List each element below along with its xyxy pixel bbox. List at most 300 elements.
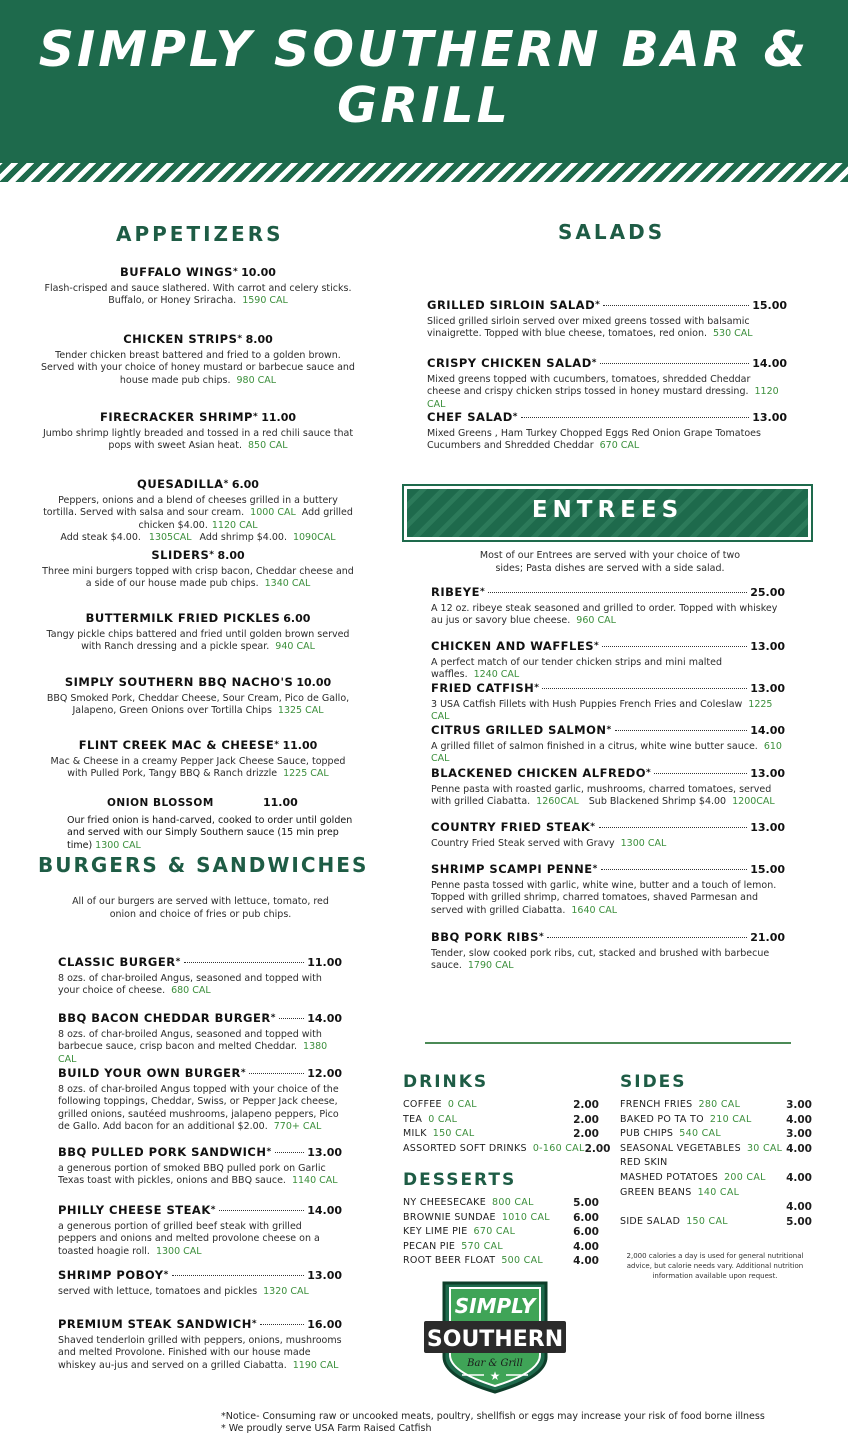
item-name: CITRUS GRILLED SALMON (431, 723, 607, 737)
item-calories: 1225 CAL (431, 698, 773, 722)
appetizer-item (40, 549, 356, 591)
salad-item (427, 299, 787, 341)
dotted-leader (260, 1324, 304, 1325)
entree-item (431, 767, 785, 809)
item-header (40, 739, 356, 754)
item-description: served with lettuce, tomatoes and pickles (58, 1285, 258, 1297)
item-price: 5.00 (786, 1215, 812, 1228)
item-name: BLACKENED CHICKEN ALFREDO (431, 766, 647, 780)
item-calories: 1590 CAL (242, 295, 288, 306)
salad-item (427, 411, 787, 453)
item-star: * (223, 479, 229, 489)
item-label (403, 1240, 503, 1255)
item-star: * (606, 725, 612, 735)
drinks-heading: DRINKS (403, 1072, 489, 1092)
item-price: 11.00 (263, 796, 298, 809)
item-description-block (431, 948, 785, 973)
item-description: Country Fried Steak served with Gravy (431, 837, 615, 849)
dotted-leader (275, 1152, 304, 1153)
item-star: * (595, 300, 601, 310)
item-name: PREMIUM STEAK SANDWICH (58, 1317, 252, 1331)
item-description-block (58, 1335, 342, 1373)
item-description: Mac & Cheese in a creamy Pepper Jack Cheese Sauce, topped with Pulled Pork, Tangy BBQ & Ranch drizzle (50, 755, 346, 779)
item-description-block (58, 1029, 342, 1067)
item-addon: Sub Blackened Shrimp $4.00 (588, 796, 727, 807)
item-name: NY CHEESECAKE (403, 1197, 487, 1208)
item-name: FRIED CATFISH (431, 681, 535, 695)
item-calories: 1340 CAL (264, 578, 311, 589)
appetizer-item (40, 411, 356, 453)
item-description: Our fried onion is hand-carved, cooked to order until golden and served with our Simply Southern sauce (15 min prep time) (67, 814, 353, 851)
item-description-block (427, 316, 787, 341)
item-description-block (431, 603, 785, 628)
entree-item (431, 724, 785, 766)
item-header (58, 1269, 342, 1283)
item-header (58, 1146, 342, 1160)
item-label (403, 1142, 585, 1157)
item-addon-calories: 1090CAL (292, 532, 336, 543)
item-name: CHEF SALAD (427, 410, 513, 424)
item-header (431, 724, 785, 738)
item-star: * (592, 864, 598, 874)
dotted-leader (279, 1018, 304, 1019)
drinks-list (403, 1098, 611, 1156)
item-price: 11.00 (282, 739, 318, 752)
item-description-block (58, 1286, 342, 1299)
item-header (431, 931, 785, 945)
item-description: Three mini burgers topped with crisp bacon, Cheddar cheese and a side of our house made pub chips. (42, 565, 354, 589)
item-price: 15.00 (750, 863, 785, 876)
entree-item (431, 640, 785, 682)
item-price: 6.00 (231, 478, 259, 491)
item-price: 12.00 (307, 1067, 342, 1080)
calorie-note: 2,000 calories a day is used for general nutritional advice, but calorie needs vary. Additional nutrition information available upon request. (626, 1252, 804, 1280)
item-label (620, 1127, 721, 1142)
item-description: Tangy pickle chips battered and fried until golden brown served with Ranch dressing and a pickle spear. (46, 628, 350, 652)
dotted-leader (602, 646, 747, 647)
item-calories: 960 CAL (576, 615, 616, 626)
item-name: CHICKEN STRIPS (123, 332, 238, 346)
item-calories: 0 CAL (428, 1113, 458, 1125)
item-price: 11.00 (261, 411, 297, 424)
side-row (620, 1098, 812, 1113)
header-stripe-divider (0, 163, 848, 182)
item-name: KEY LIME PIE (403, 1226, 468, 1238)
logo-text-southern: SOUTHERN (426, 1327, 564, 1352)
item-name: RED SKIN (620, 1157, 668, 1169)
item-price: 6.00 (283, 612, 311, 625)
item-description: Mixed Greens , Ham Turkey Chopped Eggs Red Onion Grape Tomatoes Cucumbers and Shredded Cheddar (427, 427, 761, 451)
dotted-leader (542, 688, 747, 689)
item-price: 13.00 (307, 1146, 342, 1159)
item-star: * (591, 358, 597, 368)
item-label (620, 1186, 739, 1201)
item-star: * (534, 683, 540, 693)
item-price: 5.00 (573, 1197, 599, 1209)
item-header (58, 1204, 342, 1218)
item-star: * (590, 822, 596, 832)
item-calories: 940 CAL (275, 641, 315, 652)
sides-heading: SIDES (620, 1072, 687, 1092)
item-label (620, 1215, 728, 1230)
burger-item (58, 1204, 342, 1258)
item-description: Jumbo shrimp lightly breaded and tossed in a red chili sauce that pops with sweet Asian heat. (42, 427, 354, 451)
item-description: 8 ozs. of char-broiled Angus, seasoned and topped with barbecue sauce, crisp bacon and melted Cheddar. (58, 1028, 322, 1052)
item-price: 8.00 (217, 549, 245, 562)
item-description: Flash-crisped and sauce slathered. With carrot and celery sticks. Buffalo, or Honey Sriracha. (44, 282, 352, 306)
item-star: * (232, 267, 239, 277)
item-description-block (431, 880, 785, 918)
item-name: BBQ BACON CHEDDAR BURGER (58, 1011, 271, 1025)
item-description-block (40, 283, 356, 308)
item-header (40, 612, 356, 627)
item-name: BUTTERMILK FRIED PICKLES (85, 611, 281, 625)
item-price: 13.00 (750, 682, 785, 695)
item-name: PUB CHIPS (620, 1128, 674, 1140)
item-label (403, 1225, 515, 1240)
item-name: FIRECRACKER SHRIMP (99, 410, 253, 424)
item-calories: 200 CAL (724, 1171, 766, 1183)
item-name: BBQ PORK RIBS (431, 930, 539, 944)
item-calories: 670 CAL (599, 440, 640, 451)
item-star: * (594, 641, 600, 651)
dotted-leader (654, 773, 747, 774)
item-header (40, 478, 356, 493)
item-price: 4.00 (573, 1240, 599, 1253)
dotted-leader (521, 417, 749, 418)
item-header (58, 956, 342, 970)
item-header (431, 821, 785, 835)
item-star: * (240, 1068, 247, 1078)
dotted-leader (603, 305, 749, 306)
item-price: 11.00 (307, 956, 342, 969)
item-addon: Add steak $4.00. (60, 532, 141, 543)
item-description-block (40, 495, 356, 545)
item-calories: 1225 CAL (283, 768, 329, 779)
item-name: MASHED POTATOES (620, 1171, 719, 1183)
item-calories: 1640 CAL (571, 904, 618, 916)
item-price: 14.00 (307, 1012, 342, 1025)
item-header (431, 586, 785, 600)
item-description-block (431, 784, 785, 809)
item-label (620, 1113, 752, 1128)
item-description-block (58, 973, 342, 998)
item-description: BBQ Smoked Pork, Cheddar Cheese, Sour Cream, Pico de Gallo, Jalapeno, Green Onions over Tortilla Chips (46, 692, 350, 716)
item-name: MILK (403, 1128, 427, 1140)
item-price: 4.00 (786, 1171, 812, 1184)
item-price: 4.00 (786, 1142, 812, 1155)
item-calories: 610 CAL (431, 740, 782, 764)
item-description-block (40, 693, 356, 718)
item-calories: 850 CAL (247, 440, 288, 451)
desserts-list (403, 1196, 599, 1269)
item-price: 10.00 (241, 266, 276, 279)
item-addon-calories: 1200CAL (732, 796, 775, 807)
footer-notice (221, 1411, 765, 1435)
item-label (403, 1113, 457, 1128)
dessert-row (403, 1240, 599, 1255)
item-label (620, 1171, 766, 1186)
dotted-leader (219, 1210, 304, 1211)
item-label (403, 1098, 477, 1113)
item-name: BAKED PO TA TO (620, 1113, 704, 1125)
item-header (58, 1067, 342, 1081)
header-banner (0, 0, 848, 163)
side-row (620, 1156, 812, 1171)
item-price: 2.00 (573, 1113, 599, 1126)
item-description: Penne pasta tossed with garlic, white wine, butter and a touch of lemon. Topped with grilled shrimp, charred tomatoes, shaved Parmesan and served with grilled Ciabatta. (431, 879, 777, 916)
dotted-leader (547, 937, 747, 938)
item-description: Peppers, onions and a blend of cheeses grilled in a buttery tortilla. Served with salsa and sour cream. (43, 494, 338, 518)
item-calories: 1300 CAL (620, 837, 667, 849)
item-star: * (210, 1205, 216, 1215)
drink-row (403, 1142, 611, 1157)
item-calories: 30 CAL (746, 1142, 783, 1154)
item-price: 6.00 (573, 1211, 599, 1224)
entree-item (431, 821, 785, 850)
item-name: PHILLY CHEESE STEAK (58, 1203, 211, 1217)
item-price: 8.00 (245, 333, 273, 346)
item-star: * (266, 1147, 272, 1157)
dessert-row (403, 1196, 599, 1211)
item-description: A 12 oz. ribeye steak seasoned and grilled to order. Topped with whiskey au jus or savory blue cheese. (431, 602, 778, 626)
item-price: 16.00 (307, 1318, 342, 1331)
item-star: * (163, 1270, 169, 1280)
side-row (620, 1200, 812, 1215)
item-name: SIDE SALAD (620, 1215, 681, 1227)
item-calories: 150 CAL (432, 1128, 475, 1140)
appetizer-item (40, 612, 356, 654)
item-calories: 540 CAL (679, 1128, 721, 1140)
item-description-block (40, 566, 356, 591)
item-description-block (40, 629, 356, 654)
footer-line-2: * We proudly serve USA Farm Raised Catfish (221, 1423, 432, 1434)
item-calories: 980 CAL (236, 374, 277, 386)
item-price: 3.00 (786, 1099, 812, 1111)
item-addon-calories: 1305CAL (148, 532, 192, 543)
item-calories: 1320 CAL (263, 1285, 309, 1297)
burger-item (58, 1067, 342, 1134)
appetizer-item (40, 739, 356, 781)
burger-item (58, 1269, 342, 1298)
onion-blossom-item (58, 797, 368, 852)
dotted-leader (172, 1275, 304, 1276)
item-star: * (646, 768, 652, 778)
item-star: * (270, 1013, 276, 1023)
item-description-block (431, 699, 785, 724)
item-calories: 500 CAL (501, 1255, 544, 1267)
dessert-row (403, 1254, 599, 1269)
burger-item (58, 1146, 342, 1188)
drink-row (403, 1098, 599, 1113)
item-calories: 210 CAL (709, 1113, 752, 1125)
item-calories: 1300 CAL (155, 1245, 202, 1257)
footer-line-1: *Notice- Consuming raw or uncooked meats, poultry, shellfish or eggs may increase your risk of food borne illness (221, 1411, 765, 1422)
salads-heading: SALADS (558, 220, 666, 244)
item-name: PECAN PIE (403, 1240, 456, 1252)
item-description-block (40, 350, 356, 388)
item-header (431, 863, 785, 877)
item-price: 13.00 (750, 640, 785, 653)
item-price: 14.00 (750, 724, 785, 737)
item-calories: 1140 CAL (291, 1175, 338, 1186)
item-header (427, 357, 787, 371)
dotted-leader (184, 962, 304, 963)
item-header (431, 640, 785, 654)
entree-item (431, 586, 785, 628)
item-star: * (479, 587, 486, 597)
item-price: 13.00 (307, 1269, 342, 1282)
item-name: BROWNIE SUNDAE (403, 1211, 496, 1223)
item-calories: 0 CAL (447, 1099, 477, 1110)
item-name: ONION BLOSSOM (107, 797, 214, 809)
item-label (403, 1196, 534, 1211)
appetizer-item (40, 333, 356, 387)
item-header (40, 333, 356, 348)
item-price: 15.00 (752, 299, 787, 312)
appetizer-item (40, 266, 356, 308)
item-name: TEA (403, 1113, 423, 1125)
dessert-row (403, 1211, 599, 1226)
item-addon: Add shrimp $4.00. (199, 532, 287, 543)
item-name: ASSORTED SOFT DRINKS (403, 1142, 527, 1154)
item-description: 8 ozs. of char-broiled Angus, seasoned and topped with your choice of cheese. (58, 972, 322, 996)
side-row (620, 1171, 812, 1186)
item-name: GRILLED SIRLOIN SALAD (427, 298, 596, 312)
item-calories: 1790 CAL (467, 960, 514, 971)
item-star: * (175, 957, 181, 967)
item-name: SEASONAL VEGETABLES (620, 1142, 741, 1154)
item-price: 4.00 (786, 1201, 812, 1214)
item-description-block (431, 838, 785, 851)
dotted-leader (249, 1073, 304, 1074)
item-calories: 670 CAL (473, 1226, 516, 1238)
item-name: COFFEE (403, 1099, 442, 1110)
item-label (620, 1156, 674, 1171)
item-calories: 1260CAL (536, 796, 579, 807)
drink-row (403, 1127, 599, 1142)
item-star: * (209, 550, 215, 560)
salad-item (427, 357, 787, 411)
item-description-block (427, 374, 787, 412)
item-description: Sliced grilled sirloin served over mixed greens tossed with balsamic vinaigrette. Topped with blue cheese, tomatoes, red onion. (427, 315, 750, 339)
entrees-intro: Most of our Entrees are served with your choice of two sides; Pasta dishes are served with a side salad. (479, 550, 741, 574)
item-description: Shaved tenderloin grilled with peppers, onions, mushrooms and melted Provolone. Finished with our house made whiskey au-jus and served on a grilled Ciabatta. (58, 1334, 342, 1371)
item-name: SHRIMP SCAMPI PENNE (431, 862, 593, 876)
item-price: 2.00 (573, 1099, 599, 1111)
item-description-block (40, 428, 356, 453)
entree-item (431, 682, 785, 724)
item-name: CHICKEN AND WAFFLES (431, 639, 594, 653)
drink-row (403, 1113, 599, 1128)
item-label (620, 1200, 626, 1215)
appetizers-heading: APPETIZERS (116, 222, 284, 246)
item-description-block (431, 741, 785, 766)
item-label (620, 1098, 740, 1113)
item-header (431, 682, 785, 696)
burger-item (58, 1012, 342, 1066)
simply-southern-logo (422, 1279, 568, 1395)
burgers-heading: BURGERS & SANDWICHES (38, 853, 369, 877)
item-star: * (274, 740, 280, 750)
item-calories: 1010 CAL (501, 1211, 550, 1223)
item-price: 2.00 (573, 1128, 599, 1141)
item-name: QUESADILLA (137, 477, 224, 491)
item-calories: 280 CAL (698, 1099, 741, 1110)
item-name: BUFFALO WINGS (120, 265, 233, 279)
dotted-leader (488, 592, 747, 593)
logo-text-bar-grill: Bar & Grill (467, 1358, 523, 1369)
item-header (40, 676, 356, 691)
item-description-block (427, 428, 787, 453)
item-description: 3 USA Catfish Fillets with Hush Puppies French Fries and Coleslaw (431, 698, 743, 710)
side-row (620, 1127, 812, 1142)
item-description-block (58, 1084, 342, 1134)
item-calories: 1000 CAL (250, 507, 296, 518)
section-divider (425, 1042, 791, 1044)
item-star: * (237, 334, 243, 344)
item-description: A perfect match of our tender chicken strips and mini malted waffles. (431, 656, 723, 680)
item-label (403, 1254, 543, 1269)
item-calories: 570 CAL (461, 1240, 503, 1252)
item-price: 4.00 (573, 1255, 599, 1268)
item-name: CRISPY CHICKEN SALAD (427, 356, 592, 370)
item-price: 25.00 (750, 586, 785, 599)
item-description: a generous portion of grilled beef steak with grilled peppers and onions and melted provolone cheese on a toasted hoagie roll. (58, 1220, 320, 1257)
item-price: 13.00 (750, 767, 785, 780)
item-label (620, 1142, 782, 1157)
restaurant-title: SIMPLY SOUTHERN BAR & GRILL (38, 21, 810, 134)
item-calories: 0-160 CAL (532, 1142, 585, 1154)
item-price: 4.00 (786, 1113, 812, 1126)
side-row (620, 1186, 812, 1201)
burger-item (58, 956, 342, 998)
item-label (403, 1211, 550, 1226)
dotted-leader (599, 827, 748, 828)
item-calories: 770+ CAL (273, 1121, 322, 1132)
sides-list (620, 1098, 812, 1229)
item-addon: Add grilled chicken $4.00. (138, 507, 353, 531)
item-header (40, 411, 356, 426)
item-name: CLASSIC BURGER (58, 955, 176, 969)
appetizer-item (40, 676, 356, 718)
dessert-row (403, 1225, 599, 1240)
logo-star-icon: ★ (489, 1369, 501, 1383)
item-header (427, 411, 787, 425)
side-row (620, 1142, 812, 1157)
item-star: * (538, 932, 545, 942)
item-description: A grilled fillet of salmon finished in a citrus, white wine butter sauce. (431, 740, 758, 752)
item-name: RIBEYE (431, 585, 480, 599)
entrees-heading: ENTREES (531, 497, 684, 523)
item-header (431, 767, 785, 781)
item-star: * (512, 412, 518, 422)
item-calories: 530 CAL (713, 328, 753, 339)
item-description-block (58, 1163, 342, 1188)
item-calories: 1120 CAL (427, 386, 779, 410)
item-description: Mixed greens topped with cucumbers, tomatoes, shredded Cheddar cheese and crispy chicken strips tossed in honey mustard dressing. (427, 373, 751, 397)
item-price: 13.00 (752, 411, 787, 424)
dotted-leader (615, 730, 747, 731)
item-name: BBQ PULLED PORK SANDWICH (58, 1145, 267, 1159)
item-name: ROOT BEER FLOAT (403, 1255, 496, 1267)
item-star: * (253, 412, 259, 422)
item-addon-calories: 1120 CAL (211, 519, 258, 531)
item-calories: 150 CAL (686, 1215, 728, 1227)
burger-item (58, 1318, 342, 1372)
item-header (427, 299, 787, 313)
item-name: SHRIMP POBOY (58, 1268, 164, 1282)
